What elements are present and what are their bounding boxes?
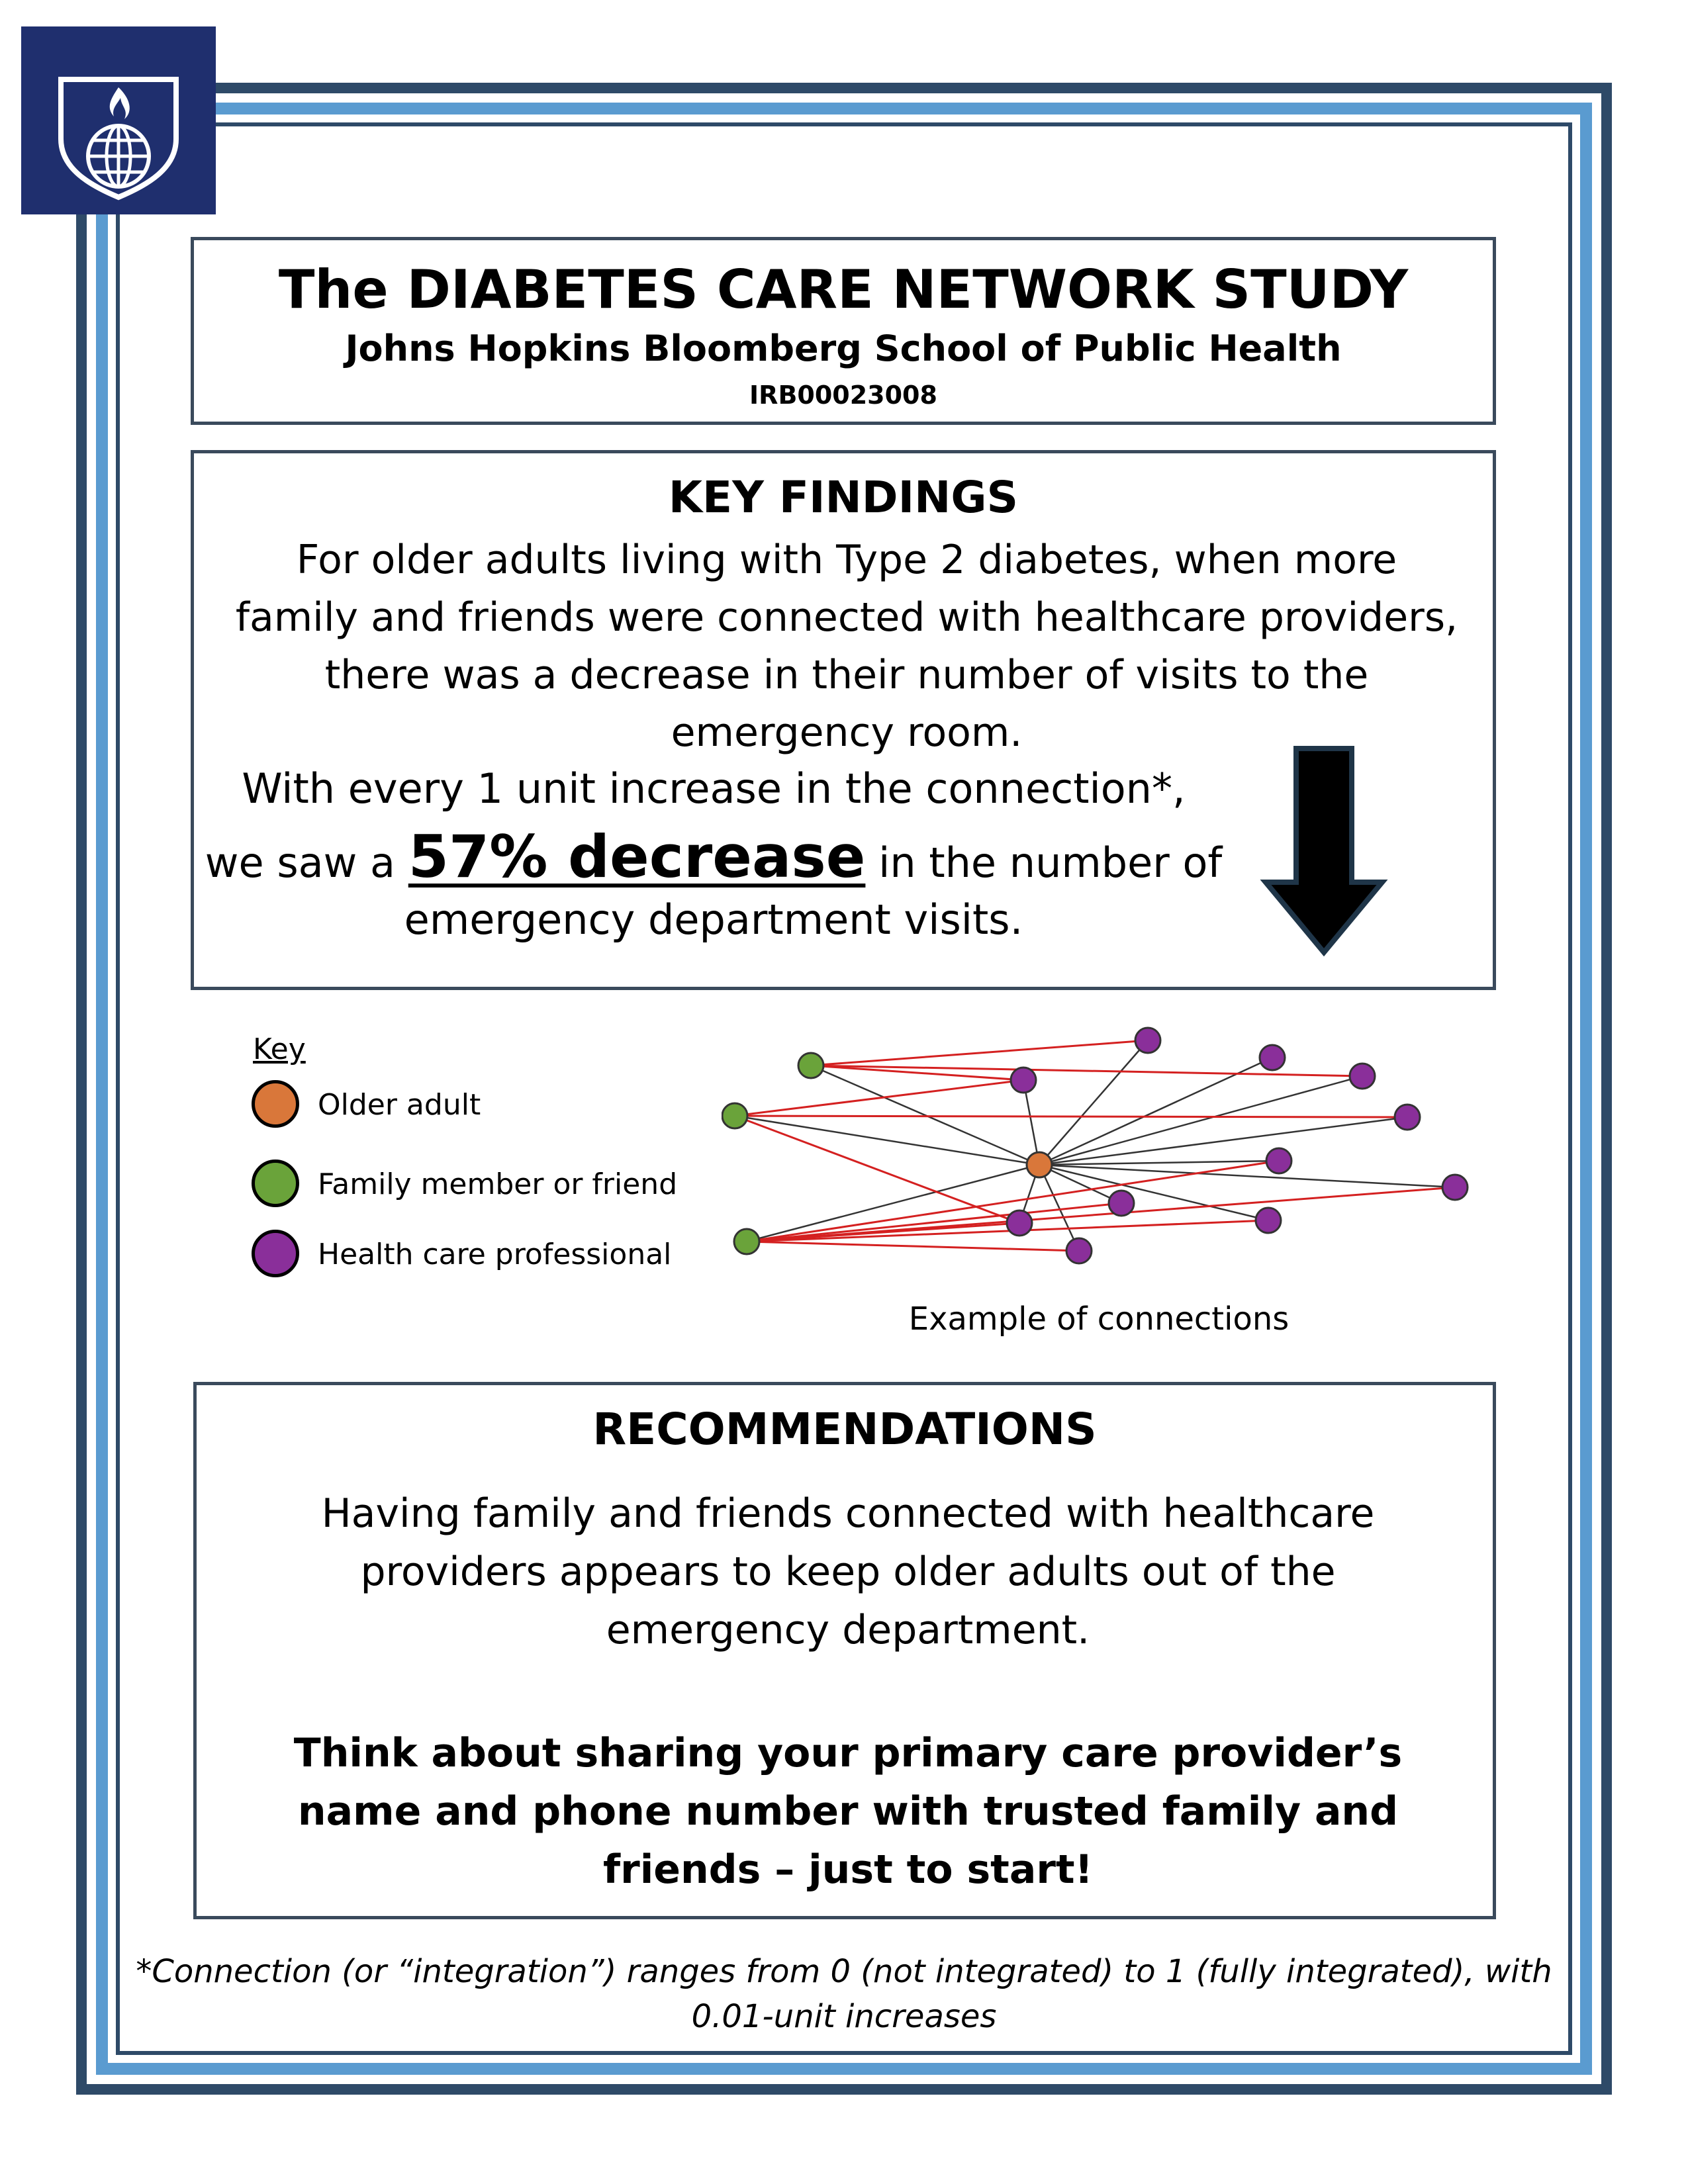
key-title: Key — [253, 1032, 306, 1066]
institution-name: Johns Hopkins Bloomberg School of Public Health — [345, 328, 1342, 369]
family-friend-node — [734, 1229, 759, 1254]
recommendations-heading: RECOMMENDATIONS — [592, 1404, 1097, 1455]
decrease-percent: 57% decrease — [408, 823, 866, 891]
health-professional-node — [1260, 1045, 1285, 1070]
health-professional-node — [1007, 1210, 1032, 1236]
decrease-line — [194, 823, 1233, 891]
recommendations-call-to-action: Think about sharing your primary care provider’s name and phone number with trusted family and friends – just to start! — [293, 1730, 1403, 1893]
ed-visits-line: emergency department visits. — [404, 895, 1023, 944]
footnote: *Connection (or “integration”) ranges from 0 (not integrated) to 1 (fully integrated), with 0.01-unit increases — [136, 1953, 1552, 2035]
health-professional-node — [1135, 1028, 1160, 1053]
health-professional-node — [1350, 1064, 1375, 1089]
health-professional-node — [1266, 1148, 1291, 1173]
key-findings-paragraph: For older adults living with Type 2 diabetes, when more family and friends were connected with healthcare providers, there was a decrease in their number of visits to the emergency room. — [235, 537, 1458, 756]
key-item-health-professional — [245, 1230, 708, 1283]
down-arrow-icon — [1258, 745, 1390, 956]
key-label-family-friend: Family member or friend — [318, 1167, 678, 1201]
key-label-health-professional: Health care professional — [318, 1238, 672, 1271]
study-title: The DIABETES CARE NETWORK STUDY — [278, 259, 1409, 320]
health-professional-node — [1109, 1191, 1134, 1216]
key-findings-heading: KEY FINDINGS — [668, 472, 1019, 523]
family-friend-node — [722, 1103, 747, 1128]
recommendations-paragraph: Having family and friends connected with healthcare providers appears to keep older adults out of the emergency department. — [321, 1490, 1375, 1653]
health-professional-node — [1011, 1068, 1036, 1093]
health-professional-node — [1395, 1105, 1420, 1130]
family-connections — [735, 1040, 1455, 1251]
study-title-box — [191, 237, 1496, 425]
network-diagram — [722, 1019, 1489, 1297]
connection-increase-line: With every 1 unit increase in the connection*, — [242, 764, 1186, 813]
older-adult-dot-icon — [252, 1080, 299, 1128]
health-professional-node — [1256, 1208, 1281, 1233]
health-professional-node — [1442, 1175, 1468, 1200]
health-professional-dot-icon — [252, 1230, 299, 1277]
key-item-older-adult — [245, 1080, 708, 1133]
key-item-family-friend — [245, 1160, 708, 1212]
network-caption: Example of connections — [908, 1300, 1289, 1338]
older-adult-node — [1027, 1152, 1052, 1177]
university-shield-logo-icon — [21, 26, 216, 214]
decrease-suffix: in the number of — [865, 839, 1223, 887]
key-label-older-adult: Older adult — [318, 1088, 481, 1122]
health-professional-node — [1066, 1238, 1092, 1263]
family-friend-dot-icon — [252, 1160, 299, 1207]
decrease-prefix: we saw a — [205, 839, 408, 887]
network-key — [245, 1032, 708, 1297]
recommendations-box — [193, 1382, 1496, 1919]
family-friend-node — [798, 1053, 823, 1078]
irb-number: IRB00023008 — [749, 381, 937, 410]
